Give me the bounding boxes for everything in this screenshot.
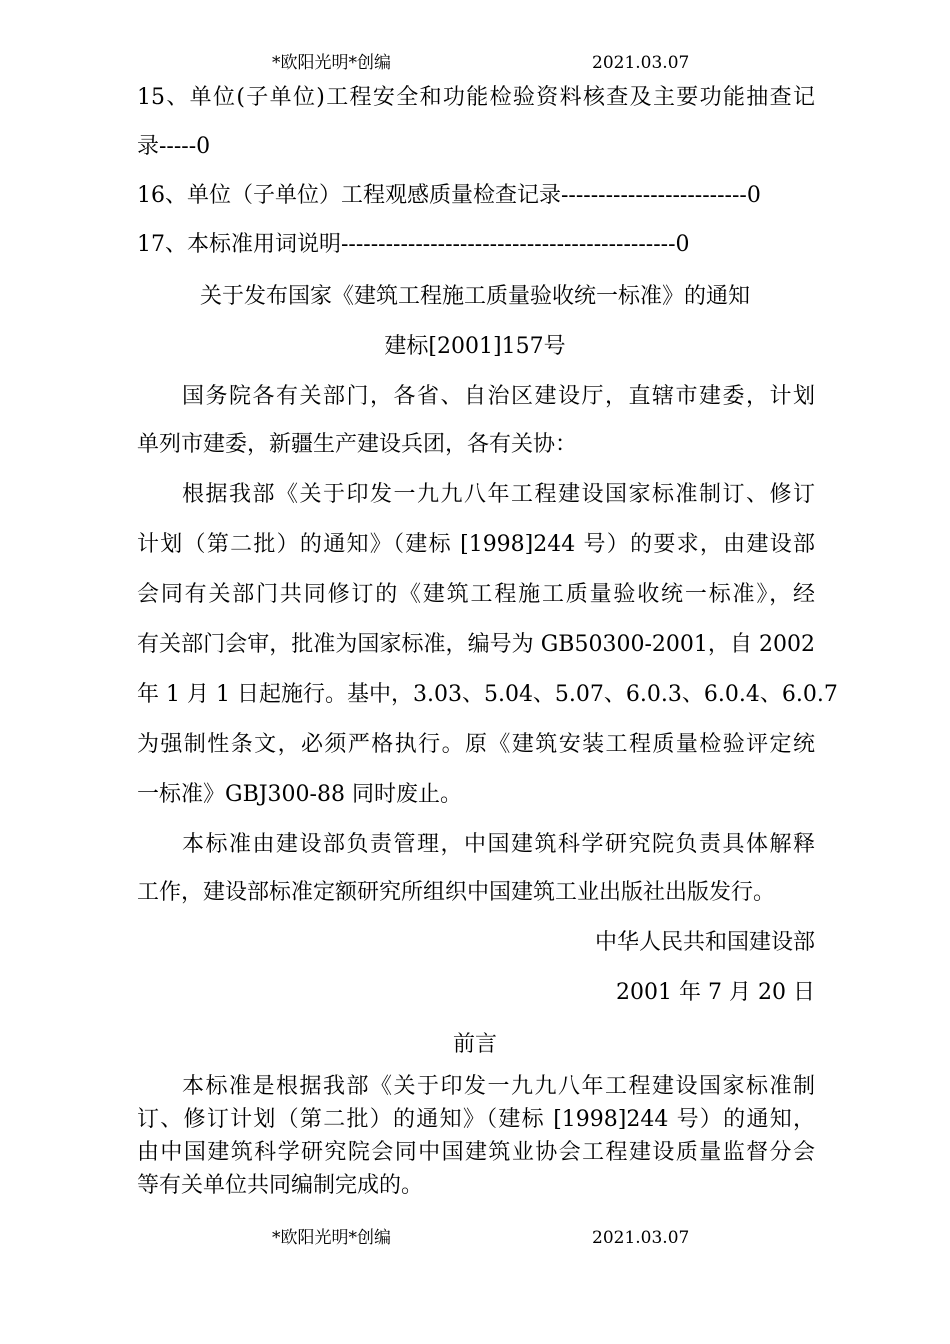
preface-line-2: 订、修订计划（第二批）的通知》（建标 [1998]244 号）的通知， (137, 1107, 815, 1132)
para1-line-6: 为强制性条文，必须严格执行。原《建筑安装工程质量检验评定统 (137, 732, 815, 757)
toc-entry-16: 16、单位（子单位）工程观感质量检查记录-------------------------0 (137, 183, 761, 208)
preface-line-1: 本标准是根据我部《关于印发一九九八年工程建设国家标准制 (182, 1074, 815, 1099)
header-author: *欧阳光明*创编 (272, 53, 391, 73)
notice-date: 2001 年 7 月 20 日 (616, 980, 815, 1005)
notice-title: 关于发布国家《建筑工程施工质量验收统一标准》的通知 (199, 284, 750, 309)
toc-entry-15-line2: 录-----0 (137, 134, 211, 159)
page-footer (0, 1225, 950, 1251)
para1-line-4: 有关部门会审，批准为国家标准，编号为 GB50300-2001，自 2002 (137, 632, 815, 657)
toc-entry-17: 17、本标准用词说明---------------------------------------------0 (137, 232, 690, 257)
footer-date: 2021.03.07 (592, 1228, 690, 1248)
preface-line-3: 由中国建筑科学研究院会同中国建筑业协会工程建设质量监督分会 (137, 1140, 815, 1165)
para2-line-1: 本标准由建设部负责管理，中国建筑科学研究院负责具体解释 (182, 832, 815, 857)
preface-title: 前言 (452, 1032, 497, 1057)
para1-line-2: 计划（第二批）的通知》（建标 [1998]244 号）的要求，由建设部 (137, 532, 815, 557)
para2-line-2: 工作，建设部标准定额研究所组织中国建筑工业出版社出版发行。 (137, 880, 776, 905)
salutation-line-2: 单列市建委，新疆生产建设兵团，各有关协： (137, 432, 578, 457)
para1-line-5: 年 1 月 1 日起施行。基中，3.03、5.04、5.07、6.0.3、6.0.4、6.0.7 (137, 682, 838, 707)
preface-line-4: 等有关单位共同编制完成的。 (137, 1173, 424, 1198)
salutation-line-1: 国务院各有关部门，各省、自治区建设厅，直辖市建委，计划 (182, 384, 815, 409)
para1-line-1: 根据我部《关于印发一九九八年工程建设国家标准制订、修订 (182, 482, 815, 507)
notice-doc-number: 建标[2001]157号 (384, 334, 566, 359)
para1-line-7: 一标准》GBJ300-88 同时废止。 (137, 782, 462, 807)
toc-entry-15-line1: 15、单位(子单位)工程安全和功能检验资料核查及主要功能抽查记 (137, 85, 815, 110)
header-date: 2021.03.07 (592, 53, 690, 73)
footer-author: *欧阳光明*创编 (272, 1228, 391, 1248)
issuer: 中华人民共和国建设部 (594, 930, 815, 955)
para1-line-3: 会同有关部门共同修订的《建筑工程施工质量验收统一标准》，经 (137, 582, 815, 607)
